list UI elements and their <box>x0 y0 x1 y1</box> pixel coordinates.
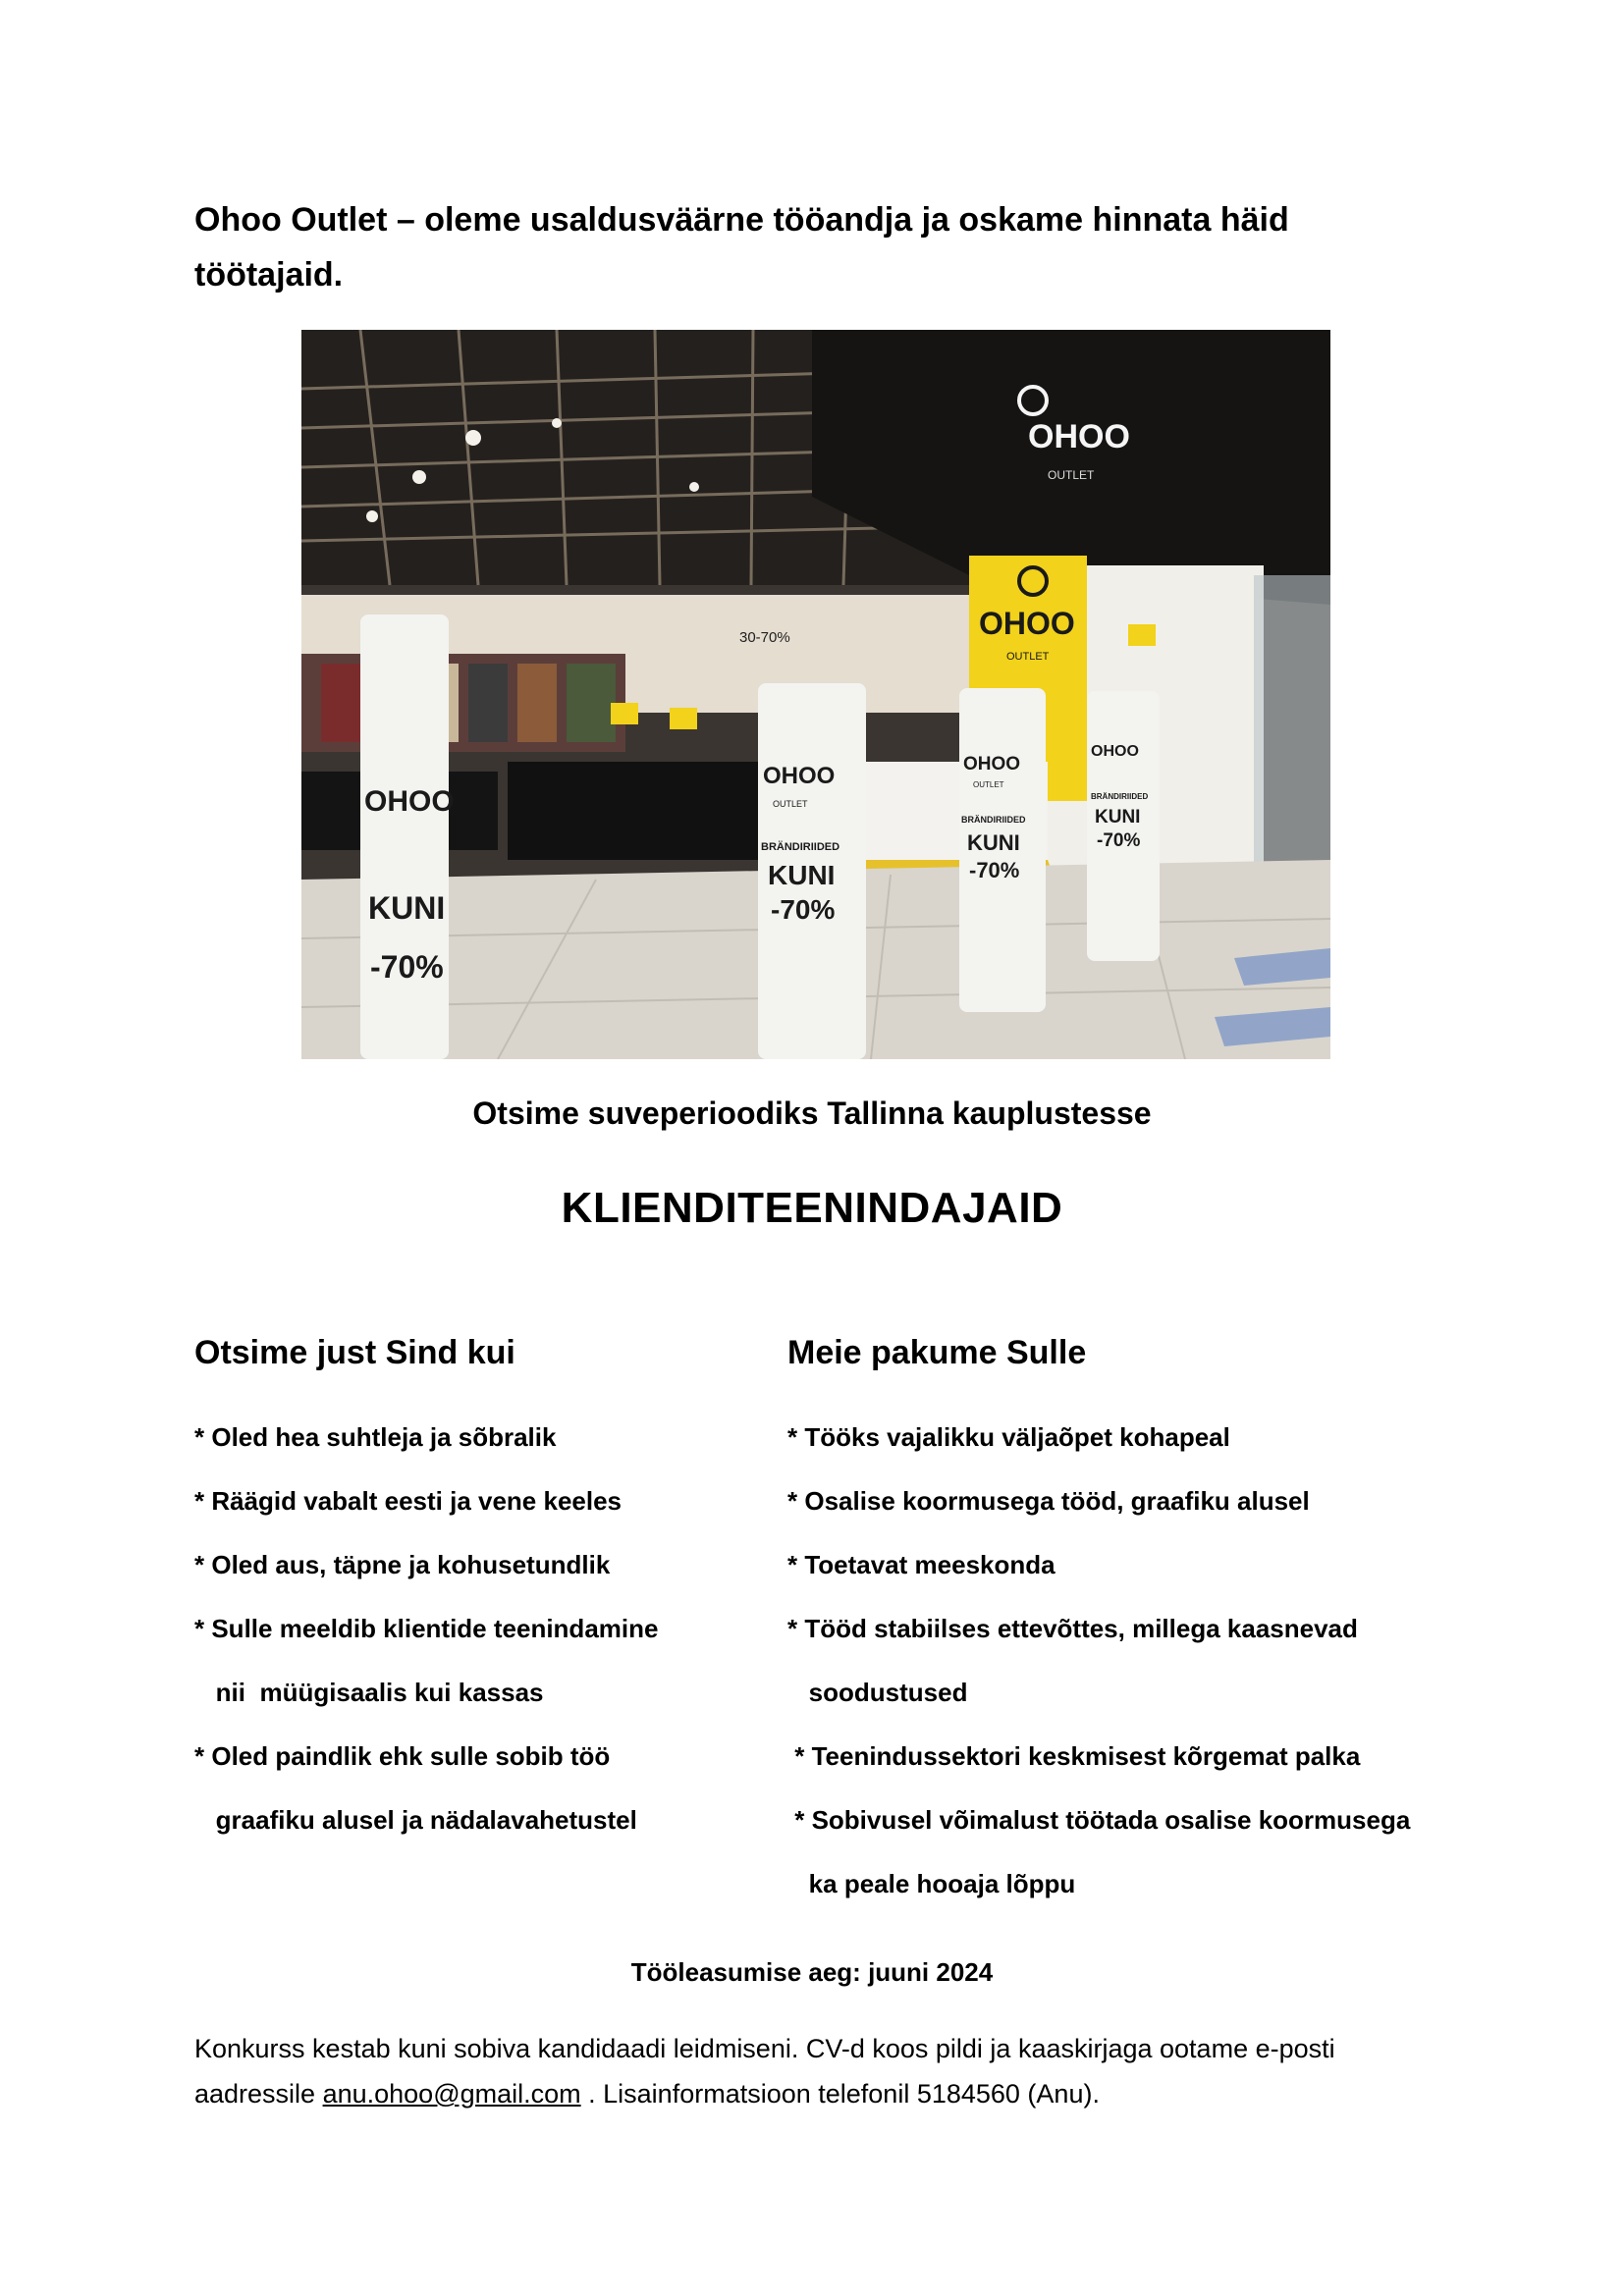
column2-kuni: KUNI <box>768 860 836 890</box>
yellow-wall-outlet: OUTLET <box>1006 651 1050 663</box>
column1-kuni: KUNI <box>368 890 446 926</box>
list-item: ka peale hooaja lõppu <box>787 1869 1076 1898</box>
column2-discount: -70% <box>771 894 836 925</box>
requirements-heading: Otsime just Sind kui <box>194 1334 515 1371</box>
email-link[interactable]: anu.ohoo@gmail.com <box>322 2079 581 2109</box>
column1-brand: OHOO <box>364 785 455 818</box>
column4-brand: OHOO <box>1091 743 1139 760</box>
list-item: soodustused <box>787 1678 968 1707</box>
footer-text-before: Konkurss kestab kuni sobiva kandidaadi leidmiseni. CV-d koos pildi ja kaaskirjaga ootame e-posti aadressile <box>194 2034 1335 2109</box>
column4-kuni: KUNI <box>1095 807 1141 828</box>
list-item: * Toetavat meeskonda <box>787 1550 1056 1579</box>
start-date: Tööleasumise aeg: juuni 2024 <box>630 1957 994 1987</box>
list-item: nii müügisaalis kui kassas <box>194 1678 544 1707</box>
column3-outlet: OUTLET <box>973 780 1004 789</box>
footer-contact <box>194 2026 1432 2116</box>
list-item: * Oled aus, täpne ja kohusetundlik <box>194 1550 611 1579</box>
column1-discount: -70% <box>370 949 444 985</box>
subhead: Otsime suveperioodiks Tallinna kauplustesse <box>472 1095 1152 1131</box>
list-item: * Oled paindlik ehk sulle sobib töö <box>194 1741 611 1771</box>
list-item: * Sulle meeldib klientide teenindamine <box>194 1614 659 1643</box>
fascia-logo-text: OHOO <box>1028 418 1130 455</box>
list-item: * Tööks vajalikku väljaõpet kohapeal <box>787 1422 1230 1452</box>
column3-brandiriided: BRÄNDIRIIDED <box>961 815 1026 825</box>
column2-outlet: OUTLET <box>773 799 808 809</box>
column3-brand: OHOO <box>963 754 1021 774</box>
job-title: KLIENDITEENINDAJAID <box>561 1184 1063 1232</box>
store-photo <box>301 330 1330 1059</box>
requirements-column <box>194 1331 774 1852</box>
column3-kuni: KUNI <box>967 830 1020 855</box>
fascia-outlet-text: OUTLET <box>1048 468 1095 482</box>
list-item: graafiku alusel ja nädalavahetustel <box>194 1805 637 1835</box>
list-item: * Oled hea suhtleja ja sõbralik <box>194 1422 557 1452</box>
column2-brand: OHOO <box>763 763 836 789</box>
offer-list <box>787 1406 1494 1916</box>
headline: Ohoo Outlet – oleme usaldusväärne tööandja ja oskame hinnata häid töötajaid. <box>194 201 1289 294</box>
footer-text-after: . Lisainformatsioon telefonil 5184560 (Anu). <box>580 2079 1100 2109</box>
requirements-list <box>194 1406 774 1852</box>
column2-brandiriided: BRÄNDIRIIDED <box>761 841 840 853</box>
list-item: * Sobivusel võimalust töötada osalise koormusega <box>787 1805 1411 1835</box>
list-item: * Osalise koormusega tööd, graafiku alusel <box>787 1486 1310 1516</box>
list-item: * Tööd stabiilses ettevõttes, millega kaasnevad <box>787 1614 1358 1643</box>
offer-heading: Meie pakume Sulle <box>787 1334 1087 1371</box>
column3-discount: -70% <box>969 858 1020 882</box>
list-item: * Teenindussektori keskmisest kõrgemat palka <box>787 1741 1361 1771</box>
column4-brandiriided: BRÄNDIRIIDED <box>1091 792 1149 801</box>
offer-column <box>787 1331 1494 1916</box>
discount-sign: 30-70% <box>739 629 790 646</box>
yellow-wall-logo: OHOO <box>979 606 1075 641</box>
column4-discount: -70% <box>1097 830 1141 851</box>
list-item: * Räägid vabalt eesti ja vene keeles <box>194 1486 623 1516</box>
